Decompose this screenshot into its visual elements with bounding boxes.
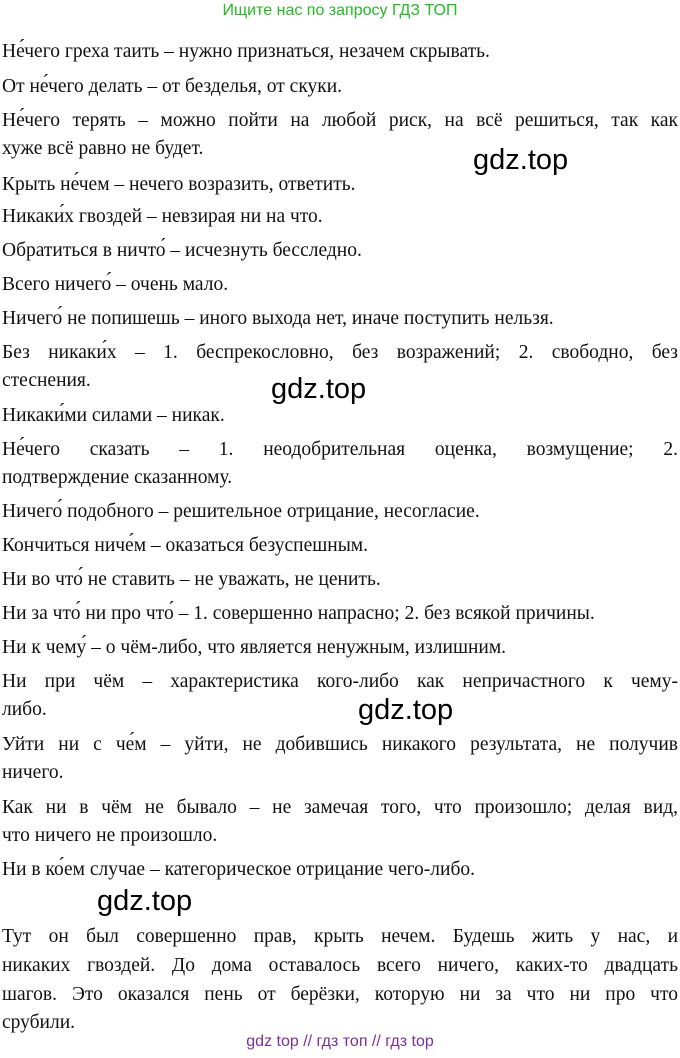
entry-line: Как ни в чём не бывало – не замечая того, что произошло; делая вид, [2, 797, 678, 818]
entry-line: Кончиться ниче́м – оказаться безуспешным. [2, 535, 369, 556]
entry-line: Ни при чём – характеристика кого-либо как непричастного к чему- [2, 671, 678, 692]
entry-line: Ни за что́ ни про что́ – 1. совершенно напрасно; 2. без всякой причины. [2, 603, 595, 624]
entry-line: Ни к чему́ – о чём-либо, что является ненужным, излишним. [2, 637, 507, 658]
entry-line: Никаки́х гвоздей – невзирая ни на что. [2, 206, 323, 227]
entry-line: Ни в ко́ем случае – категорическое отрицание чего-либо. [2, 859, 475, 880]
watermark: gdz.top [473, 144, 569, 176]
entry-line: Обратиться в ничто́ – исчезнуть бесследно. [2, 240, 362, 261]
example-paragraph-line: никаких гвоздей. До дома оставалось всего ничего, каких-то двадцать [2, 955, 678, 976]
entry-line: Не́чего терять – можно пойти на любой риск, на всё решиться, так как [2, 110, 678, 131]
entry-line: стеснения. [2, 370, 91, 391]
entry-line: Всего ничего́ – очень мало. [2, 274, 229, 295]
entry-line: Никаки́ми силами – никак. [2, 405, 225, 426]
entry-line: Ничего́ не попишешь – иного выхода нет, иначе поступить нельзя. [2, 308, 554, 329]
example-paragraph-line: шагов. Это оказался пень от берёзки, которую ни за что ни про что [2, 984, 678, 1005]
entry-line: что ничего не произошло. [2, 825, 218, 846]
example-paragraph-line: Тут он был совершенно прав, крыть нечем. Будешь жить у нас, и [2, 926, 678, 947]
watermark: gdz.top [97, 885, 193, 917]
entry-line: хуже всё равно не будет. [2, 138, 204, 159]
entry-line: Уйти ни с че́м – уйти, не добившись никакого результата, не получив [2, 734, 678, 755]
entry-line: либо. [2, 699, 47, 720]
watermark: gdz.top [271, 373, 367, 405]
entry-line: Без никаки́х – 1. беспрекословно, без возражений; 2. свободно, без [2, 342, 678, 363]
entry-line: Не́чего сказать – 1. неодобрительная оценка, возмущение; 2. [2, 439, 678, 460]
entry-line: подтверждение сказанному. [2, 467, 233, 488]
header-search-hint: Ищите нас по запросу ГДЗ ТОП [222, 2, 458, 19]
entry-line: От не́чего делать – от безделья, от скуки. [2, 76, 343, 97]
entry-line: Не́чего греха таить – нужно признаться, незачем скрывать. [2, 41, 490, 62]
entry-line: ничего. [2, 762, 64, 783]
entry-line: Ничего́ подобного – решительное отрицание, несогласие. [2, 501, 480, 522]
example-paragraph-line: срубили. [2, 1012, 76, 1033]
watermark: gdz.top [358, 694, 454, 726]
entry-line: Крыть не́чем – нечего возразить, ответить. [2, 174, 356, 195]
entry-line: Ни во что́ не ставить – не уважать, не ценить. [2, 569, 381, 590]
footer-links: gdz top // гдз топ // гдз top [246, 1033, 434, 1050]
